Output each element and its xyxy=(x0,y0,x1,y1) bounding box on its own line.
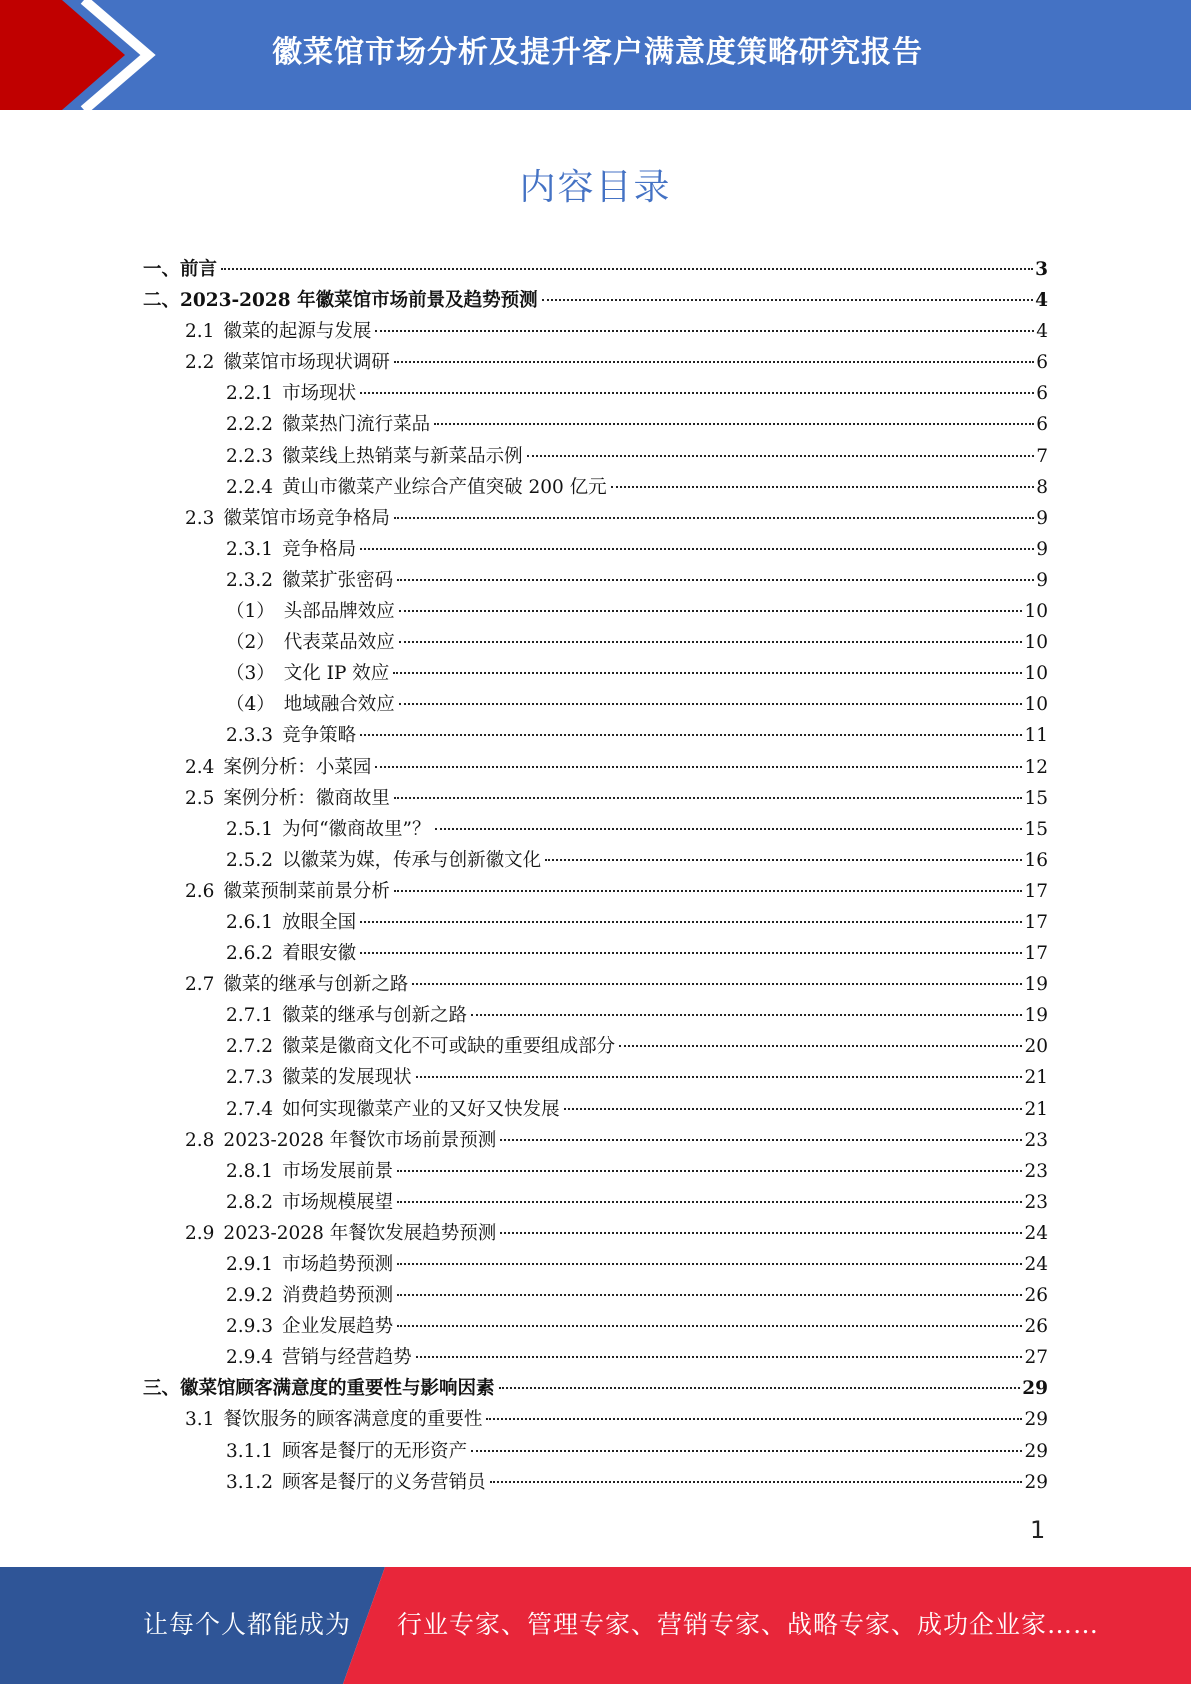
toc-entry-page: 16 xyxy=(1024,849,1048,871)
toc-entry[interactable] xyxy=(143,689,1048,720)
toc-entry-title: 消费趋势预测 xyxy=(282,1285,394,1307)
toc-dot-leader xyxy=(360,734,1022,736)
toc-entry-number: 2.6.2 xyxy=(226,943,274,965)
toc-entry-page: 23 xyxy=(1024,1129,1048,1151)
toc-entry-number: 2.9.1 xyxy=(226,1254,274,1275)
toc-entry-title: 文化 IP 效应 xyxy=(283,663,390,685)
toc-entry-number: 2.6 xyxy=(185,880,215,902)
toc-entry[interactable] xyxy=(143,254,1048,285)
toc-dot-leader xyxy=(471,1014,1022,1016)
toc-entry-page: 12 xyxy=(1024,756,1048,778)
toc-entry[interactable] xyxy=(143,627,1048,658)
toc-entry[interactable] xyxy=(143,1436,1048,1467)
toc-dot-leader xyxy=(397,1263,1022,1265)
toc-entry-page: 9 xyxy=(1036,538,1048,560)
toc-entry-number: 2.6.1 xyxy=(226,911,274,933)
toc-entry[interactable] xyxy=(143,845,1048,876)
toc-dot-leader xyxy=(545,859,1022,861)
toc-entry-page: 20 xyxy=(1024,1036,1048,1058)
page-number: 1 xyxy=(1030,1516,1046,1544)
toc-entry[interactable] xyxy=(143,1311,1048,1342)
toc-dot-leader xyxy=(399,641,1023,643)
toc-entry[interactable] xyxy=(143,1280,1048,1311)
toc-entry-page: 4 xyxy=(1036,321,1048,343)
toc-entry-page: 15 xyxy=(1024,787,1048,809)
toc-entry[interactable] xyxy=(143,347,1048,378)
toc-dot-leader xyxy=(542,299,1034,301)
toc-entry[interactable] xyxy=(143,316,1048,347)
toc-entry[interactable] xyxy=(143,1094,1048,1125)
toc-entry-title: 顾客是餐厅的无形资产 xyxy=(282,1440,468,1462)
toc-entry-title: 餐饮服务的顾客满意度的重要性 xyxy=(223,1409,483,1431)
toc-entry-title: 徽菜是徽商文化不可或缺的重要组成部分 xyxy=(282,1036,616,1058)
toc-entry[interactable] xyxy=(143,1467,1048,1498)
toc-entry-title: 营销与经营趋势 xyxy=(282,1347,412,1369)
toc-dot-leader xyxy=(490,1481,1023,1483)
toc-dot-leader xyxy=(394,890,1023,892)
toc-entry-number: （3） xyxy=(226,663,275,685)
toc-entry-number: （1） xyxy=(226,601,275,623)
toc-entry-number: 2.7 xyxy=(185,974,215,996)
toc-dot-leader xyxy=(221,268,1033,270)
toc-entry-page: 10 xyxy=(1024,663,1048,685)
toc-entry-number: 2.9.2 xyxy=(226,1285,274,1307)
toc-entry-title: 徽菜馆市场现状调研 xyxy=(223,352,390,374)
toc-entry-number: 2.2.1 xyxy=(226,383,274,405)
toc-entry-page: 26 xyxy=(1024,1285,1048,1307)
toc-dot-leader xyxy=(375,766,1022,768)
toc-entry-title: 徽菜扩张密码 xyxy=(282,569,394,591)
toc-entry-number: 2.7.2 xyxy=(226,1036,274,1058)
toc-entry-page: 26 xyxy=(1024,1316,1048,1338)
toc-dot-leader xyxy=(394,797,1023,799)
toc-entry[interactable] xyxy=(143,503,1048,534)
toc-entry[interactable] xyxy=(143,658,1048,689)
toc-dot-leader xyxy=(394,517,1034,519)
toc-entry-page: 11 xyxy=(1024,725,1048,747)
toc-dot-leader xyxy=(360,921,1022,923)
toc-dot-leader xyxy=(397,1325,1022,1327)
toc-entry-page: 19 xyxy=(1024,1005,1048,1027)
toc-entry-title: 代表菜品效应 xyxy=(283,632,395,654)
toc-entry[interactable] xyxy=(143,1218,1048,1249)
toc-entry-page: 6 xyxy=(1036,414,1048,436)
toc-entry[interactable] xyxy=(143,596,1048,627)
toc-entry[interactable] xyxy=(143,409,1048,440)
toc-entry-title: 顾客是餐厅的义务营销员 xyxy=(282,1471,486,1493)
toc-dot-leader xyxy=(500,1232,1022,1234)
toc-entry-page: 6 xyxy=(1036,352,1048,374)
toc-entry-number: 2.4 xyxy=(185,756,215,778)
toc-dot-leader xyxy=(471,1450,1022,1452)
toc-entry-page: 10 xyxy=(1024,632,1048,654)
toc-entry[interactable] xyxy=(143,441,1048,472)
toc-entry-title: 头部品牌效应 xyxy=(283,601,395,623)
toc-dot-leader xyxy=(434,423,1034,425)
toc-entry-number: 二、 xyxy=(143,290,181,312)
toc-entry-title: 企业发展趋势 xyxy=(282,1316,394,1338)
toc-entry-page: 4 xyxy=(1035,290,1048,312)
toc-entry-number: 3.1 xyxy=(185,1409,215,1431)
toc-dot-leader xyxy=(399,610,1023,612)
toc-entry-title: 徽菜线上热销菜与新菜品示例 xyxy=(282,445,523,467)
toc-dot-leader xyxy=(499,1387,1021,1389)
toc-entry-page: 23 xyxy=(1024,1160,1048,1182)
toc-entry[interactable] xyxy=(143,1249,1048,1280)
toc-entry-number: 2.2 xyxy=(185,352,215,374)
toc-dot-leader xyxy=(435,828,1023,830)
toc-entry-title: 为何“徽商故里”？ xyxy=(282,818,431,840)
toc-entry-title: 市场发展前景 xyxy=(282,1160,394,1182)
page-footer-band xyxy=(0,1567,1191,1684)
toc-dot-leader xyxy=(360,548,1034,550)
toc-dot-leader xyxy=(619,1045,1022,1047)
toc-dot-leader xyxy=(412,983,1022,985)
toc-entry-number: 2.7.4 xyxy=(226,1098,274,1120)
toc-entry-number: 2.5.1 xyxy=(226,818,274,840)
toc-entry-number: 2.3.2 xyxy=(226,569,274,591)
toc-dot-leader xyxy=(397,1294,1022,1296)
toc-entry-number: 3.1.1 xyxy=(226,1440,274,1462)
toc-dot-leader xyxy=(394,361,1034,363)
toc-entry-number: （2） xyxy=(226,632,275,654)
toc-entry-title: 2023-2028 年餐饮市场前景预测 xyxy=(223,1129,497,1151)
report-title: 徽菜馆市场分析及提升客户满意度策略研究报告 xyxy=(272,35,923,70)
toc-entry-title: 案例分析：徽商故里 xyxy=(223,787,390,809)
toc-entry-page: 29 xyxy=(1024,1409,1048,1431)
toc-entry[interactable] xyxy=(143,534,1048,565)
toc-dot-leader xyxy=(397,1170,1022,1172)
toc-dot-leader xyxy=(393,672,1022,674)
toc-entry-page: 8 xyxy=(1036,476,1048,498)
toc-entry-page: 9 xyxy=(1036,507,1048,529)
toc-entry-title: 徽菜热门流行菜品 xyxy=(282,414,431,436)
toc-entry-page: 29 xyxy=(1024,1471,1048,1493)
toc-entry-page: 9 xyxy=(1036,569,1048,591)
toc-entry[interactable] xyxy=(143,783,1048,814)
toc-entry-number: 2.9.3 xyxy=(226,1316,274,1338)
toc-entry-number: 2.7.3 xyxy=(226,1067,274,1089)
toc-entry-title: 徽菜馆市场竞争格局 xyxy=(223,507,390,529)
footer-slogan-left: 让每个人都能成为 xyxy=(143,1610,352,1639)
toc-entry-page: 17 xyxy=(1024,880,1048,902)
toc-entry-title: 竞争格局 xyxy=(282,538,357,560)
toc-entry-page: 10 xyxy=(1024,601,1048,623)
toc-entry-number: 2.7.1 xyxy=(226,1005,274,1027)
toc-entry-page: 24 xyxy=(1024,1222,1048,1244)
toc-entry-number: 2.9.4 xyxy=(226,1347,274,1369)
toc-entry-title: 徽菜的继承与创新之路 xyxy=(282,1005,468,1027)
footer-slogan-right: 行业专家、管理专家、营销专家、战略专家、成功企业家…… xyxy=(397,1610,1100,1639)
toc-entry-title: 市场趋势预测 xyxy=(282,1254,394,1275)
toc-dot-leader xyxy=(611,486,1035,488)
toc-entry-number: 2.3.3 xyxy=(226,725,274,747)
toc-entry[interactable] xyxy=(143,938,1048,969)
toc-entry-page: 24 xyxy=(1024,1254,1048,1275)
toc-entry[interactable] xyxy=(143,1404,1048,1435)
toc-dot-leader xyxy=(416,1076,1023,1078)
toc-entry-title: 案例分析：小菜园 xyxy=(223,756,372,778)
toc-entry-number: 2.3.1 xyxy=(226,538,274,560)
toc-entry[interactable] xyxy=(143,814,1048,845)
toc-entry-page: 3 xyxy=(1035,259,1048,280)
toc-entry[interactable] xyxy=(143,1373,1048,1404)
toc-entry-title: 徽菜的继承与创新之路 xyxy=(223,974,409,996)
toc-entry[interactable] xyxy=(143,1342,1048,1373)
toc-entry[interactable] xyxy=(143,1156,1048,1187)
toc-entry-number: 2.2.3 xyxy=(226,445,274,467)
toc-entry[interactable] xyxy=(143,1000,1048,1031)
toc-entry-page: 23 xyxy=(1024,1191,1048,1213)
table-of-contents xyxy=(143,254,1048,1498)
toc-dot-leader xyxy=(360,392,1034,394)
page-header-band xyxy=(0,0,1191,110)
toc-entry-page: 17 xyxy=(1024,943,1048,965)
toc-entry-title: 以徽菜为媒，传承与创新徽文化 xyxy=(282,849,542,871)
toc-dot-leader xyxy=(564,1108,1023,1110)
toc-entry[interactable] xyxy=(143,1187,1048,1218)
toc-dot-leader xyxy=(397,1201,1022,1203)
toc-entry-page: 29 xyxy=(1022,1378,1048,1400)
toc-entry-title: 2023-2028 年徽菜馆市场前景及趋势预测 xyxy=(180,290,538,312)
toc-entry[interactable] xyxy=(143,752,1048,783)
toc-entry[interactable] xyxy=(143,1062,1048,1093)
toc-entry-number: 2.2.4 xyxy=(226,476,274,498)
header-arrow-icon xyxy=(0,0,160,110)
toc-dot-leader xyxy=(500,1139,1022,1141)
toc-entry-title: 竞争策略 xyxy=(282,725,357,747)
toc-entry-number: 2.1 xyxy=(185,321,215,343)
toc-dot-leader xyxy=(527,455,1035,457)
toc-entry-number: 2.5.2 xyxy=(226,849,274,871)
toc-entry[interactable] xyxy=(143,285,1048,316)
toc-entry-number: 2.9 xyxy=(185,1222,215,1244)
toc-entry[interactable] xyxy=(143,1031,1048,1062)
toc-entry-page: 29 xyxy=(1024,1440,1048,1462)
toc-entry-number: 2.8.2 xyxy=(226,1191,274,1213)
toc-entry-title: 前言 xyxy=(180,259,218,280)
toc-entry-title: 着眼安徽 xyxy=(282,943,357,965)
toc-entry-title: 市场现状 xyxy=(282,383,357,405)
toc-dot-leader xyxy=(375,330,1034,332)
toc-entry-title: 徽菜的起源与发展 xyxy=(223,321,372,343)
toc-entry-number: 2.5 xyxy=(185,787,215,809)
toc-dot-leader xyxy=(416,1356,1023,1358)
toc-entry-number: 三、 xyxy=(143,1378,181,1400)
toc-entry[interactable] xyxy=(143,565,1048,596)
toc-entry-page: 6 xyxy=(1036,383,1048,405)
toc-entry-number: 2.3 xyxy=(185,507,215,529)
toc-entry-number: 2.8.1 xyxy=(226,1160,274,1182)
toc-entry-page: 7 xyxy=(1036,445,1048,467)
toc-entry-title: 黄山市徽菜产业综合产值突破 200 亿元 xyxy=(282,476,607,498)
toc-entry-title: 放眼全国 xyxy=(282,911,357,933)
toc-dot-leader xyxy=(360,952,1022,954)
toc-entry[interactable] xyxy=(143,907,1048,938)
toc-entry-page: 17 xyxy=(1024,911,1048,933)
toc-dot-leader xyxy=(486,1418,1022,1420)
toc-entry[interactable] xyxy=(143,378,1048,409)
toc-entry-title: 如何实现徽菜产业的又好又快发展 xyxy=(282,1098,560,1120)
toc-entry-page: 10 xyxy=(1024,694,1048,716)
toc-entry-page: 27 xyxy=(1024,1347,1048,1369)
toc-dot-leader xyxy=(397,579,1034,581)
toc-heading: 内容目录 xyxy=(519,167,672,208)
toc-entry-number: 2.8 xyxy=(185,1129,215,1151)
toc-entry-title: 市场规模展望 xyxy=(282,1191,394,1213)
toc-entry[interactable] xyxy=(143,969,1048,1000)
toc-entry-number: （4） xyxy=(226,694,275,716)
toc-entry-title: 地域融合效应 xyxy=(283,694,395,716)
toc-entry-page: 15 xyxy=(1024,818,1048,840)
toc-entry-page: 21 xyxy=(1024,1067,1048,1089)
toc-entry[interactable] xyxy=(143,472,1048,503)
toc-entry-title: 徽菜馆顾客满意度的重要性与影响因素 xyxy=(180,1378,495,1400)
toc-entry-number: 2.2.2 xyxy=(226,414,274,436)
toc-dot-leader xyxy=(399,703,1023,705)
toc-entry-title: 徽菜预制菜前景分析 xyxy=(223,880,390,902)
toc-entry-title: 徽菜的发展现状 xyxy=(282,1067,412,1089)
toc-entry-number: 3.1.2 xyxy=(226,1471,274,1493)
toc-entry-number: 一、 xyxy=(143,259,181,280)
toc-entry[interactable] xyxy=(143,720,1048,751)
toc-entry-title: 2023-2028 年餐饮发展趋势预测 xyxy=(223,1222,497,1244)
toc-entry[interactable] xyxy=(143,1125,1048,1156)
toc-entry-page: 19 xyxy=(1024,974,1048,996)
toc-entry[interactable] xyxy=(143,876,1048,907)
toc-entry-page: 21 xyxy=(1024,1098,1048,1120)
